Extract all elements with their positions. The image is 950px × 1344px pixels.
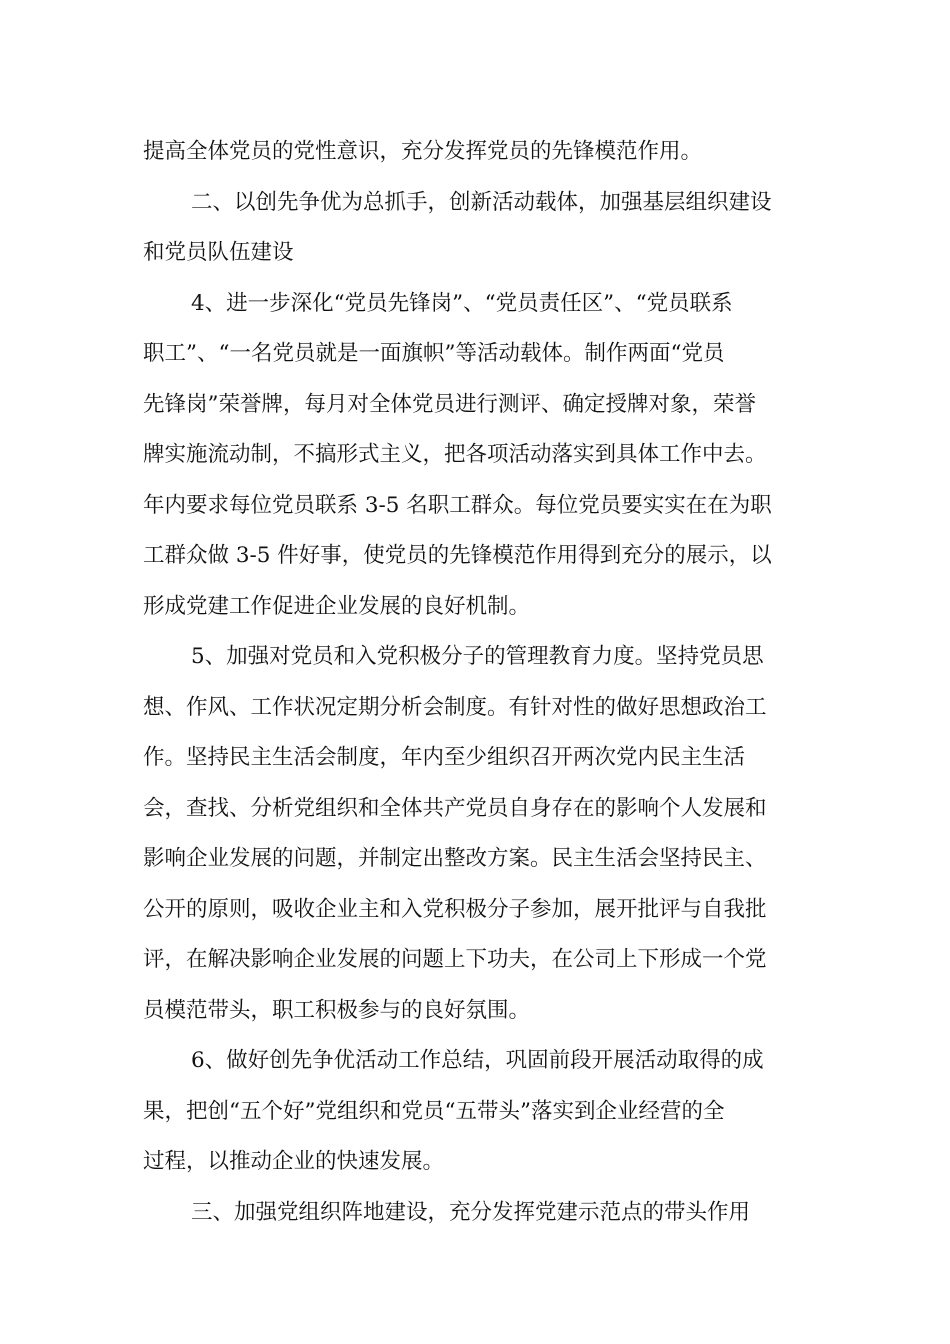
section-heading: 二、以创先争优为总抓手，创新活动载体，加强基层组织建设 — [191, 189, 772, 215]
section-heading: 三、加强党组织阵地建设，充分发挥党建示范点的带头作用 — [191, 1199, 751, 1225]
text-line: 提高全体党员的党性意识，充分发挥党员的先锋模范作用。 — [143, 139, 703, 164]
text-line: 形成党建工作促进企业发展的良好机制。 — [143, 593, 531, 619]
text-line: 先锋岗”荣誉牌，每月对全体党员进行测评、确定授牌对象，荣誉 — [143, 391, 756, 417]
text-line: 工群众做 3-5 件好事，使党员的先锋模范作用得到充分的展示，以 — [143, 543, 772, 568]
text-line: 员模范带头，职工积极参与的良好氛围。 — [143, 997, 531, 1023]
text-line: 影响企业发展的问题，并制定出整改方案。民主生活会坚持民主、 — [143, 846, 767, 871]
text-line: 年内要求每位党员联系 3-5 名职工群众。每位党员要实实在在为职 — [143, 492, 772, 518]
section-heading-continued: 和党员队伍建设 — [143, 240, 294, 265]
text-line: 牌实施流动制，不搞形式主义，把各项活动落实到具体工作中去。 — [143, 442, 767, 467]
text-line: 评，在解决影响企业发展的问题上下功夫，在公司上下形成一个党 — [143, 947, 767, 972]
text-line: 果，把创“五个好”党组织和党员“五带头”落实到企业经营的全 — [143, 1098, 725, 1124]
text-line: 职工”、“一名党员就是一面旗帜”等活动载体。制作两面“党员 — [143, 341, 725, 366]
text-line: 想、作风、工作状况定期分析会制度。有针对性的做好思想政治工 — [143, 694, 767, 720]
document-body — [143, 127, 807, 1238]
text-line: 会，查找、分析党组织和全体共产党员自身存在的影响个人发展和 — [143, 795, 767, 821]
paragraph-start: 4、进一步深化“党员先锋岗”、“党员责任区”、“党员联系 — [191, 290, 733, 316]
paragraph-start: 6、做好创先争优活动工作总结，巩固前段开展活动取得的成 — [191, 1048, 764, 1073]
text-line: 作。坚持民主生活会制度，年内至少组织召开两次党内民主生活 — [143, 745, 746, 770]
text-line: 公开的原则，吸收企业主和入党积极分子参加，展开批评与自我批 — [143, 896, 767, 922]
text-line: 过程，以推动企业的快速发展。 — [143, 1149, 445, 1174]
paragraph-start: 5、加强对党员和入党积极分子的管理教育力度。坚持党员思 — [191, 644, 764, 669]
